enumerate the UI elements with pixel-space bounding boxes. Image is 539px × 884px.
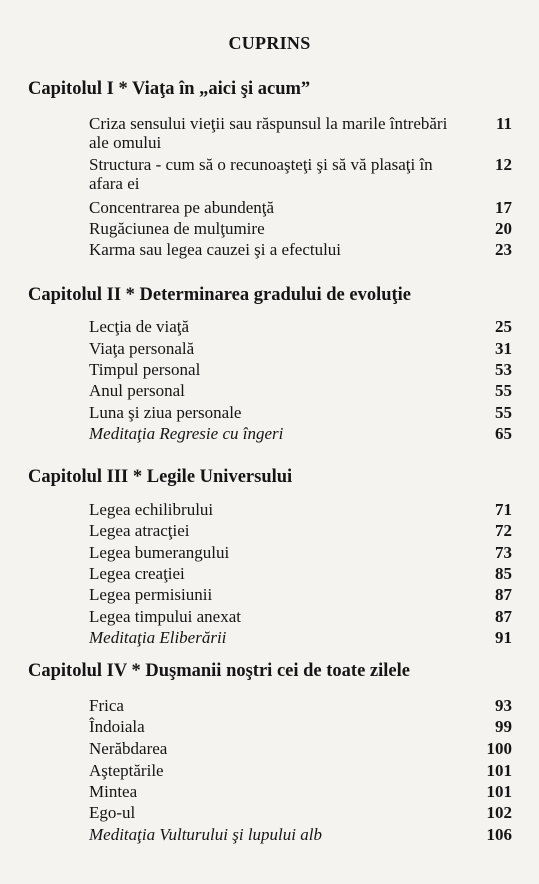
toc-entry-page: 85: [495, 564, 512, 583]
toc-entry-title: Meditaţia Vulturului şi lupului alb: [89, 825, 322, 844]
toc-entry-page: 102: [486, 803, 512, 822]
toc-entry: [89, 803, 512, 822]
toc-entry-page: 12: [495, 155, 512, 174]
toc-entry-title: Structura - cum să o recunoaşteţi şi să vă plasaţi în afara ei: [89, 155, 433, 193]
toc-entry-page: 31: [495, 339, 512, 358]
toc-entry-page: 101: [486, 782, 512, 801]
toc-entry-page: 17: [495, 198, 512, 217]
toc-entry: [89, 696, 512, 715]
toc-entry-title: Rugăciunea de mulţumire: [89, 219, 265, 238]
toc-entry-page: 65: [495, 424, 512, 443]
toc-entry: [89, 607, 512, 626]
toc-entry-page: 55: [495, 381, 512, 400]
toc-entry-title: Karma sau legea cauzei şi a efectului: [89, 240, 342, 259]
toc-entry-title: Criza sensului vieţii sau răspunsul la marile întrebări ale omului: [89, 114, 448, 152]
toc-entry: [89, 155, 512, 193]
toc-entry-page: 87: [495, 585, 512, 604]
toc-entry-title: Legea atracţiei: [89, 521, 190, 540]
toc-entry: [89, 521, 512, 540]
toc-entry-title: Viaţa personală: [89, 339, 195, 358]
toc-entry: [89, 717, 512, 736]
toc-entry-title: Lecţia de viaţă: [89, 317, 190, 336]
toc-entry-page: 100: [486, 739, 512, 758]
toc-entry: [89, 825, 512, 844]
toc-entry: [89, 317, 512, 336]
page-title: CUPRINS: [228, 33, 311, 53]
toc-entry: [89, 339, 512, 358]
toc-entry-page: 99: [495, 717, 512, 736]
toc-entry: [89, 564, 512, 583]
toc-entry-page: 106: [486, 825, 512, 844]
toc-entry-title: Frica: [89, 696, 124, 715]
toc-entry-page: 11: [495, 114, 512, 133]
toc-entry-title: Legea permisiunii: [89, 585, 213, 604]
toc-entry-title: Legea timpului anexat: [89, 607, 241, 626]
toc-entry-page: 72: [495, 521, 512, 540]
chapter-heading: Capitolul IV * Duşmanii noştri cei de toate zilele: [28, 661, 410, 681]
toc-entry-page: 20: [495, 219, 512, 238]
toc-entry-title: Luna şi ziua personale: [89, 403, 242, 422]
toc-entry-page: 71: [495, 500, 512, 519]
toc-entry-title: Meditaţia Regresie cu îngeri: [89, 424, 284, 443]
toc-entry: [89, 403, 512, 422]
toc-entry-title: Nerăbdarea: [89, 739, 168, 758]
toc-entry-page: 23: [495, 240, 512, 259]
toc-entry-page: 87: [495, 607, 512, 626]
toc-entry-page: 25: [495, 317, 512, 336]
toc-entry-title: Îndoiala: [89, 717, 145, 736]
chapter-heading: Capitolul II * Determinarea gradului de evoluţie: [28, 285, 412, 305]
toc-entry-title: Mintea: [89, 782, 138, 801]
toc-entry: [89, 424, 512, 443]
chapter-heading: Capitolul III * Legile Universului: [28, 467, 293, 487]
toc-entry: [89, 360, 512, 379]
toc-entry-title: Meditaţia Eliberării: [89, 628, 227, 647]
toc-entry-title: Ego-ul: [89, 803, 136, 822]
toc-entry: [89, 739, 512, 758]
toc-entry: [89, 219, 512, 238]
toc-entry: [89, 543, 512, 562]
toc-entry: [89, 585, 512, 604]
toc-entry-page: 91: [495, 628, 512, 647]
toc-entry: [89, 240, 512, 259]
toc-entry-title: Anul personal: [89, 381, 185, 400]
toc-entry-title: Concentrarea pe abundenţă: [89, 198, 275, 217]
toc-entry-page: 93: [495, 696, 512, 715]
toc-entry: [89, 381, 512, 400]
toc-entry: [89, 628, 512, 647]
toc-entry-title: Legea creaţiei: [89, 564, 185, 583]
toc-entry-title: Legea bumerangului: [89, 543, 230, 562]
toc-entry-title: Timpul personal: [89, 360, 201, 379]
toc-entry-title: Legea echilibrului: [89, 500, 214, 519]
toc-entry-page: 101: [486, 761, 512, 780]
toc-entry-page: 55: [495, 403, 512, 422]
toc-entry: [89, 782, 512, 801]
toc-entry: [89, 114, 512, 152]
toc-entry: [89, 500, 512, 519]
toc-entry: [89, 198, 512, 217]
toc-entry-page: 73: [495, 543, 512, 562]
toc-entry-title: Aşteptările: [89, 761, 164, 780]
toc-entry: [89, 761, 512, 780]
toc-entry-page: 53: [495, 360, 512, 379]
chapter-heading: Capitolul I * Viaţa în „aici şi acum”: [28, 79, 311, 99]
